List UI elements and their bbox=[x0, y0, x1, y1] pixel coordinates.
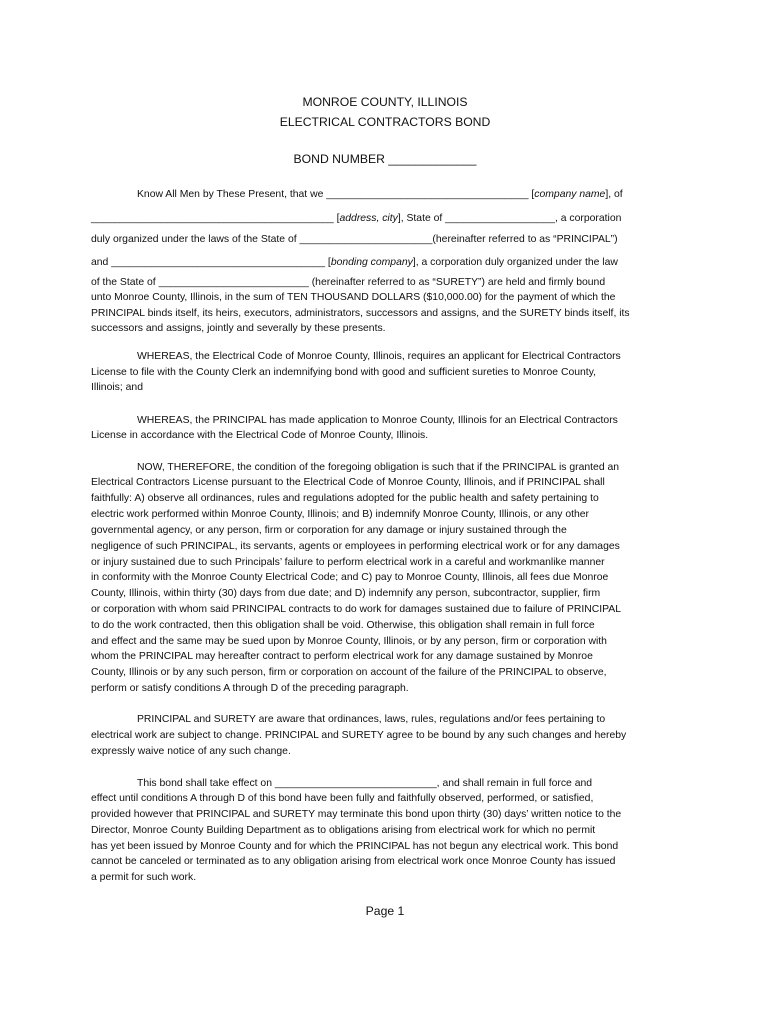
paragraph-line: WHEREAS, the Electrical Code of Monroe County, Illinois, requires an applicant for Electrical Contractors bbox=[137, 351, 621, 362]
paragraph-line: provided however that PRINCIPAL and SURETY may terminate this bond upon thirty (30) days’ written notice to the bbox=[91, 809, 622, 820]
intro-line: __________________________________________ [address, city], State of ___________________, a corporation bbox=[91, 213, 622, 224]
paragraph-line: has yet been issued by Monroe County and for which the PRINCIPAL has not begun any electrical work. This bond bbox=[91, 841, 619, 852]
paragraph-line: License in accordance with the Electrical Code of Monroe County, Illinois. bbox=[91, 430, 429, 441]
intro-line: duly organized under the laws of the State of _______________________(hereinafter referred to as “PRINCIPAL”) bbox=[91, 234, 618, 245]
bond-number: BOND NUMBER _____________ bbox=[293, 152, 477, 166]
paragraph-line: PRINCIPAL and SURETY are aware that ordinances, laws, rules, regulations and/or fees pertaining to bbox=[137, 714, 606, 725]
paragraph-line: License to file with the County Clerk an indemnifying bond with good and sufficient sureties to Monroe County, bbox=[91, 367, 597, 378]
paragraph-line: expressly waive notice of any such change. bbox=[91, 746, 291, 757]
paragraph-line: or corporation with whom said PRINCIPAL contracts to do work for damages sustained due to failure of PRINCIPAL bbox=[91, 604, 621, 615]
intro-line: and _____________________________________ [bonding company], a corporation duly organized under the law bbox=[91, 257, 618, 268]
paragraph-line: NOW, THEREFORE, the condition of the foregoing obligation is such that if the PRINCIPAL is granted an bbox=[137, 462, 620, 473]
address-city-placeholder: address, city bbox=[339, 213, 398, 224]
paragraph-line: electrical work are subject to change. PRINCIPAL and SURETY agree to be bound by any such changes and hereby bbox=[91, 730, 627, 741]
paragraph-line: perform or satisfy conditions A through D of the preceding paragraph. bbox=[91, 683, 409, 694]
intro-line: unto Monroe County, Illinois, in the sum of TEN THOUSAND DOLLARS ($10,000.00) for the payment of which the bbox=[91, 292, 616, 303]
county-heading: MONROE COUNTY, ILLINOIS bbox=[302, 95, 468, 109]
intro-line: Know All Men by These Present, that we ___________________________________ [company name], of bbox=[137, 189, 623, 200]
paragraph-line: electric work performed within Monroe County, Illinois; and B) indemnify Monroe County, Illinois, or any other bbox=[91, 509, 590, 520]
intro-line: successors and assigns, jointly and severally by these presents. bbox=[91, 323, 386, 334]
paragraph-line: faithfully: A) observe all ordinances, rules and regulations adopted for the public health and safety pertaining to bbox=[91, 493, 599, 504]
paragraph-line: effect until conditions A through D of this bond have been fully and faithfully observed, performed, or satisfied, bbox=[91, 793, 594, 804]
paragraph-line: County, Illinois or by any such person, firm or corporation on account of the failure of the PRINCIPAL to observe, bbox=[91, 667, 607, 678]
paragraph-line: Illinois; and bbox=[91, 382, 143, 393]
paragraph-line: WHEREAS, the PRINCIPAL has made application to Monroe County, Illinois for an Electrical Contractors bbox=[137, 415, 618, 426]
bonding-company-placeholder: bonding company bbox=[330, 257, 413, 268]
page-number: Page 1 bbox=[365, 904, 405, 918]
intro-line: of the State of __________________________ (hereinafter referred to as “SURETY”) are held and firmly bound bbox=[91, 277, 606, 288]
paragraph-line: negligence of such PRINCIPAL, its servants, agents or employees in performing electrical work or for any damages bbox=[91, 541, 620, 552]
paragraph-line: Director, Monroe County Building Department as to obligations arising from electrical work for which no permit bbox=[91, 825, 596, 836]
paragraph-line: This bond shall take effect on ____________________________, and shall remain in full force and bbox=[137, 778, 593, 789]
paragraph-line: and effect and the same may be sued upon by Monroe County, Illinois, or by any person, firm or corporation with bbox=[91, 636, 607, 647]
paragraph-line: a permit for such work. bbox=[91, 872, 197, 883]
paragraph-line: Electrical Contractors License pursuant to the Electrical Code of Monroe County, Illinois, and if PRINCIPAL shall bbox=[91, 477, 605, 488]
paragraph-line: governmental agency, or any person, firm or corporation for any damage or injury sustained through the bbox=[91, 525, 567, 536]
paragraph-line: to do the work contracted, then this obligation shall be void. Otherwise, this obligation shall remain in full force bbox=[91, 620, 595, 631]
paragraph-line: in conformity with the Monroe County Electrical Code; and C) pay to Monroe County, Illinois, all fees due Monroe bbox=[91, 572, 609, 583]
paragraph-line: whom the PRINCIPAL may hereafter contract to perform electrical work for any damage sustained by Monroe bbox=[91, 651, 593, 662]
paragraph-line: County, Illinois, within thirty (30) days from due date; and D) indemnify any person, subcontractor, supplier, firm bbox=[91, 588, 601, 599]
paragraph-line: or injury sustained due to such Principals’ failure to perform electrical work in a careful and workmanlike manner bbox=[91, 557, 605, 568]
intro-line: PRINCIPAL binds itself, its heirs, executors, administrators, successors and assigns, and the SURETY binds itself, its bbox=[91, 308, 630, 319]
paragraph-line: cannot be canceled or terminated as to any obligation arising from electrical work once Monroe County has issued bbox=[91, 856, 616, 867]
bond-title: ELECTRICAL CONTRACTORS BOND bbox=[279, 115, 491, 129]
company-name-placeholder: company name bbox=[534, 189, 606, 200]
